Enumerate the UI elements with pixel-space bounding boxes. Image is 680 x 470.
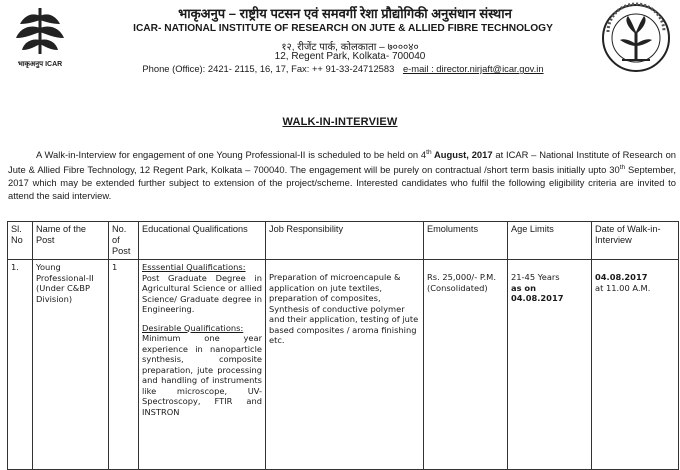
vacancy-table bbox=[7, 221, 679, 470]
emolument-note: (Consolidated) bbox=[427, 282, 488, 293]
para-venue: at ICAR – National Institute of Research on Jute & Allied Fibre Technology, 12 Regent Park, Kolkata – 700040. The engagement will be purely on contractual /short term basis initially upto 30 bbox=[8, 149, 676, 176]
emolument-amount: Rs. 25,000/- P.M. bbox=[427, 272, 496, 282]
age-range: 21-45 Years bbox=[511, 272, 560, 282]
col-header-date: Date of Walk-in-Interview bbox=[592, 222, 679, 260]
col-header-age: Age Limits bbox=[508, 222, 592, 260]
post-name: Young Professional-II bbox=[36, 262, 94, 283]
cell-emoluments bbox=[424, 260, 508, 470]
hindi-institute-title: भाकृअनुप – राष्ट्रीय पटसन एवं समवर्गी रेशा प्रौद्योगिकी अनुसंधान संस्थान bbox=[178, 6, 512, 21]
para-sup-2: th bbox=[619, 164, 626, 172]
para-sup-1: th bbox=[426, 149, 432, 156]
essential-heading: Esssential Qualifications: bbox=[142, 262, 246, 272]
para-rest: September, 2017 which may be extended further subject to extension of the project/scheme. Interested candidates who fulfil the following eligibility criteria are invited to attend the said interview. bbox=[8, 164, 676, 202]
phone-fax: Phone (Office): 2421- 2115, 16, 17, Fax: ++ 91-33-24712583 bbox=[142, 63, 395, 74]
table-row bbox=[8, 260, 679, 470]
cell-job: Preparation of microencapule & application on jute textiles, preparation of composites, Synthesis of conductive polymer and their application, testing of jute based composites / aroma finishing etc. bbox=[266, 260, 424, 470]
col-header-job: Job Responsibility bbox=[266, 222, 424, 260]
address: 12, Regent Park, Kolkata- 700040 bbox=[274, 51, 426, 62]
institute-title: ICAR- NATIONAL INSTITUTE OF RESEARCH ON JUTE & ALLIED FIBRE TECHNOLOGY bbox=[133, 23, 553, 34]
nirjaft-seal-icon bbox=[600, 2, 672, 74]
col-header-post: Name of the Post bbox=[33, 222, 109, 260]
cell-education bbox=[139, 260, 266, 470]
interview-date: 04.08.2017 bbox=[595, 272, 648, 282]
logo-caption: भाकृअनुप ICAR bbox=[17, 61, 63, 68]
col-header-sl: Sl. No bbox=[8, 222, 33, 260]
contact-line bbox=[118, 63, 568, 74]
col-header-education: Educational Qualifications bbox=[139, 222, 266, 260]
age-asof: as on 04.08.2017 bbox=[511, 282, 564, 303]
hindi-address: १२, रीजेंट पार्क, कोलकाता – ७०००४० bbox=[281, 42, 419, 53]
desirable-heading: Desirable Qualifications: bbox=[142, 322, 244, 333]
essential-text: Post Graduate Degree in Agricultural Science or allied Science/ Graduate degree in Engineering. bbox=[142, 272, 262, 314]
col-header-emoluments: Emoluments bbox=[424, 222, 508, 260]
post-division: (Under C&BP Division) bbox=[36, 283, 90, 304]
cell-sl: 1. bbox=[8, 260, 33, 470]
cell-date bbox=[592, 260, 679, 470]
col-header-count: No. of Post bbox=[109, 222, 139, 260]
para-intro: A Walk-in-Interview for engagement of one Young Professional-II is scheduled to be held on 4 bbox=[36, 149, 427, 161]
desirable-text: Minimum one year experience in nanoparticle synthesis, composite preparation, jute processing and handling of instruments like microscope, UV-Spectroscopy, FTIR and INSTRON bbox=[142, 333, 262, 417]
interview-time: at 11.00 A.M. bbox=[595, 282, 651, 293]
cell-post bbox=[33, 260, 109, 470]
para-date: August, 2017 bbox=[431, 149, 493, 161]
email-link[interactable]: e-mail : director.nirjaft@icar.gov.in bbox=[402, 63, 544, 74]
notice-paragraph bbox=[8, 146, 676, 202]
cell-age bbox=[508, 260, 592, 470]
notice-title: WALK-IN-INTERVIEW bbox=[282, 116, 398, 128]
cell-count: 1 bbox=[109, 260, 139, 470]
table-header-row bbox=[8, 222, 679, 260]
